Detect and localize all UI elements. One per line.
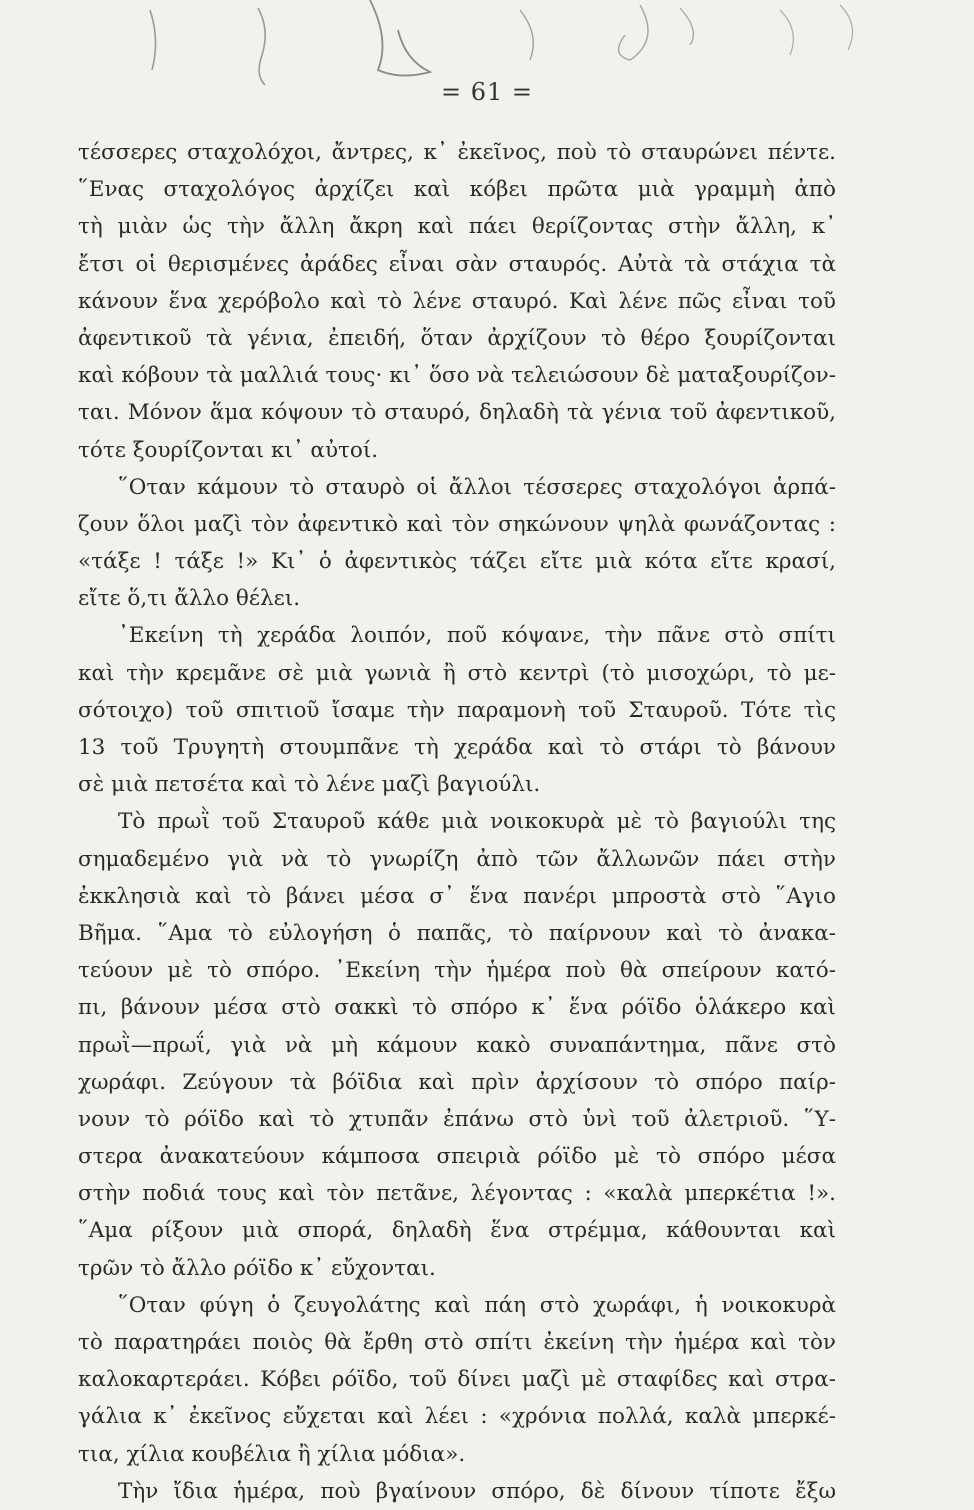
text-line: πι, βάνουν μέσα στὸ σακκὶ τὸ σπόρο κ᾿ ἕνα ρόϊδο ὁλάκερο καὶ xyxy=(78,995,836,1021)
text-line: νουν τὸ ρόϊδο καὶ τὸ χτυπᾶν ἐπάνω στὸ ὑνὶ τοῦ ἀλετριοῦ. ῞Υ- xyxy=(78,1106,836,1132)
text-line: γάλια κ᾿ ἐκεῖνος εὔχεται καὶ λέει : «χρόνια πολλά, καλὰ μπερκέ- xyxy=(78,1404,836,1430)
text-line: Τὸ πρωῒ τοῦ Σταυροῦ κάθε μιὰ νοικοκυρὰ μὲ τὸ βαγιούλι της xyxy=(118,809,836,835)
text-line: Τὴν ἴδια ἡμέρα, ποὺ βγαίνουν σπόρο, δὲ δίνουν τίποτε ἔξω xyxy=(118,1478,836,1504)
text-line: τὸ παρατηράει ποιὸς θὰ ἔρθη στὸ σπίτι ἐκείνη τὴν ἡμέρα καὶ τὸν xyxy=(78,1330,836,1355)
text-line: ᾿Εκείνη τὴ χεράδα λοιπόν, ποῦ κόψανε, τὴν πᾶνε στὸ σπίτι xyxy=(118,623,836,649)
text-line: ῞Οταν φύγη ὁ ζευγολάτης καὶ πάη στὸ χωράφι, ἡ νοικοκυρὰ xyxy=(118,1292,836,1318)
text-line: ἀφεντικοῦ τὰ γένια, ἐπειδή, ὅταν ἀρχίζουν τὸ θέρο ξουρίζονται xyxy=(78,325,836,351)
text-line: τια, χίλια κουβέλια ἢ χίλια μόδια». xyxy=(78,1441,466,1467)
text-line: ἐκκλησιὰ καὶ τὸ βάνει μέσα σ᾿ ἕνα πανέρι μπροστὰ στὸ ῞Αγιο xyxy=(78,883,836,909)
text-line: στὴν ποδιά τους καὶ τὸν πετᾶνε, λέγοντας : «καλὰ μπερκέτια !». xyxy=(78,1181,836,1207)
text-line: σὲ μιὰ πετσέτα καὶ τὸ λένε μαζὶ βαγιούλι. xyxy=(78,772,541,798)
text-line: ἔτσι οἱ θερισμένες ἀράδες εἶναι σὰν σταυρός. Αὐτὰ τὰ στάχια τὰ xyxy=(78,251,836,277)
text-line: τεύουν μὲ τὸ σπόρο. ᾿Εκείνη τὴν ἡμέρα ποὺ θὰ σπείρουν κατό- xyxy=(78,958,836,984)
text-line: ζουν ὅλοι μαζὶ τὸν ἀφεντικὸ καὶ τὸν σηκώνουν ψηλὰ φωνάζοντας : xyxy=(78,511,836,537)
text-line: εἴτε ὅ,τι ἄλλο θέλει. xyxy=(78,586,301,612)
text-line: ῞Αμα ρίξουν μιὰ σπορά, δηλαδὴ ἕνα στρέμμα, κάθουνται καὶ xyxy=(78,1218,836,1244)
text-line: καλοκαρτεράει. Κόβει ρόϊδο, τοῦ δίνει μαζὶ μὲ σταφίδες καὶ στρα- xyxy=(78,1367,836,1393)
text-body xyxy=(78,134,836,1510)
text-line: κάνουν ἕνα χερόβολο καὶ τὸ λένε σταυρό. Καὶ λένε πῶς εἶναι τοῦ xyxy=(78,288,836,314)
text-line: τρῶν τὸ ἄλλο ρόϊδο κ᾿ εὔχονται. xyxy=(78,1255,436,1281)
text-line: στερα ἀνακατεύουν κάμποσα σπειριὰ ρόϊδο μὲ τὸ σπόρο μέσα xyxy=(78,1144,836,1170)
text-line: τέσσερες σταχολόχοι, ἄντρες, κ᾿ ἐκεῖνος, ποὺ τὸ σταυρώνει πέντε. xyxy=(78,140,836,165)
text-line: ῞Ενας σταχολόγος ἀρχίζει καὶ κόβει πρῶτα μιὰ γραμμὴ ἀπὸ xyxy=(78,177,836,203)
text-line: καὶ τὴν κρεμᾶνε σὲ μιὰ γωνιὰ ἢ στὸ κεντρὶ (τὸ μισοχώρι, τὸ με- xyxy=(78,660,836,686)
text-line: σημαδεμένο γιὰ νὰ τὸ γνωρίζη ἀπὸ τῶν ἄλλωνῶν πάει στὴν xyxy=(78,846,836,872)
text-line: τότε ξουρίζονται κι᾿ αὐτοί. xyxy=(78,437,379,463)
text-line: «τάξε ! τάξε !» Κι᾿ ὁ ἀφεντικὸς τάζει εἴτε μιὰ κότα εἴτε κρασί, xyxy=(78,549,836,575)
text-line: ῞Οταν κάμουν τὸ σταυρὸ οἱ ἄλλοι τέσσερες σταχολόγοι ἁρπά- xyxy=(118,474,836,500)
text-line: πρωῒ—πρωΐ, γιὰ νὰ μὴ κάμουν κακὸ συναπάντημα, πᾶνε στὸ xyxy=(78,1032,836,1058)
text-line: ται. Μόνον ἅμα κόψουν τὸ σταυρό, δηλαδὴ τὰ γένια τοῦ ἀφεντικοῦ, xyxy=(78,400,836,426)
text-line: 13 τοῦ Τρυγητὴ στουμπᾶνε τὴ χεράδα καὶ τὸ στάρι τὸ βάνουν xyxy=(78,735,836,760)
text-line: σότοιχο) τοῦ σπιτιοῦ ἴσαμε τὴν παραμονὴ τοῦ Σταυροῦ. Τότε τὶς xyxy=(78,697,836,723)
text-line: χωράφι. Ζεύγουν τὰ βόϊδια καὶ πρὶν ἀρχίσουν τὸ σπόρο παίρ- xyxy=(78,1069,836,1095)
text-line: Βῆμα. ῞Αμα τὸ εὐλογήση ὁ παπᾶς, τὸ παίρνουν καὶ τὸ ἀνακα- xyxy=(78,920,836,946)
page-number: = 61 = xyxy=(440,78,533,106)
text-line: καὶ κόβουν τὰ μαλλιά τους· κι᾿ ὅσο νὰ τελειώσουν δὲ ματαξουρίζον- xyxy=(78,363,836,389)
text-line: τὴ μιὰν ὡς τὴν ἄλλη ἄκρη καὶ πάει θερίζοντας στὴν ἄλλη, κ᾿ xyxy=(78,214,836,240)
